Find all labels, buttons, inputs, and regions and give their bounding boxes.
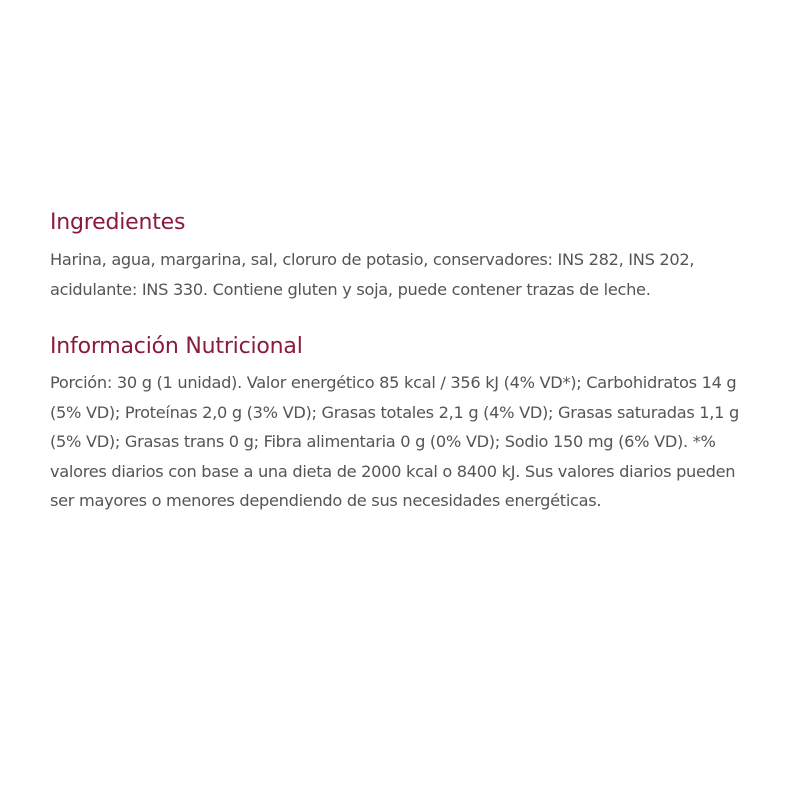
- ingredients-text: Harina, agua, margarina, sal, cloruro de potasio, conservadores: INS 282, INS 202, acidulante: INS 330. Contiene gluten y soja, puede contener trazas de leche.: [50, 250, 695, 299]
- nutrition-heading: Información Nutricional: [50, 334, 303, 359]
- ingredients-heading: Ingredientes: [50, 210, 186, 235]
- nutrition-section: [50, 330, 740, 516]
- nutrition-text: Porción: 30 g (1 unidad). Valor energético 85 kcal / 356 kJ (4% VD*); Carbohidratos 14 g (5% VD); Proteínas 2,0 g (3% VD); Grasas totales 2,1 g (4% VD); Grasas saturadas 1,1 g (5% VD); Grasas trans 0 g; Fibra alimentaria 0 g (0% VD); Sodio 150 mg (6% VD). *% valores diarios con base a una dieta de 2000 kcal o 8400 kJ. Sus valores diarios pueden ser mayores o menores dependiendo de sus necesidades energéticas.: [50, 373, 739, 510]
- ingredients-section: [50, 205, 740, 304]
- product-info: [50, 205, 740, 516]
